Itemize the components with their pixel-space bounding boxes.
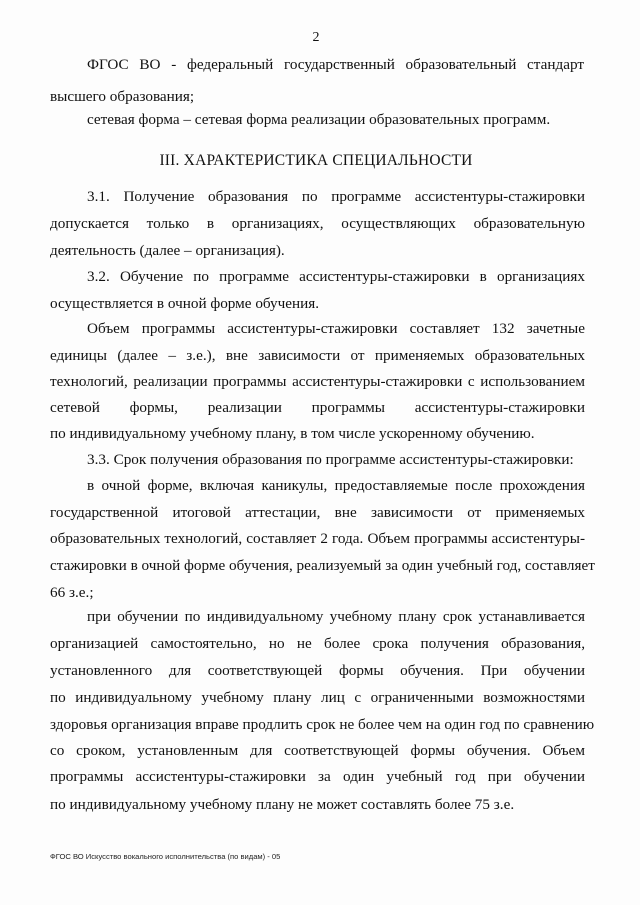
text-line: со сроком, установленным для соответствующей формы обучения. Объем bbox=[50, 742, 585, 759]
section-heading: III. ХАРАКТЕРИСТИКА СПЕЦИАЛЬНОСТИ bbox=[159, 152, 473, 169]
text-line: 3.1. Получение образования по программе ассистентуры-стажировки bbox=[87, 188, 585, 205]
text-line: стажировки в очной форме обучения, реализуемый за один учебный год, составляет bbox=[50, 557, 595, 574]
text-line: организацией самостоятельно, но не более срока получения образования, bbox=[50, 635, 585, 652]
page-number: 2 bbox=[312, 30, 320, 45]
document-footer: ФГОС ВО Искусство вокального исполнительства (по видам) - 05 bbox=[50, 852, 281, 861]
text-line: государственной итоговой аттестации, вне зависимости от применяемых bbox=[50, 504, 585, 521]
text-line: сетевая форма – сетевая форма реализации образовательных программ. bbox=[87, 111, 551, 128]
text-line: по индивидуальному учебному плану не может составлять более 75 з.е. bbox=[50, 796, 515, 813]
text-line: 3.3. Срок получения образования по программе ассистентуры-стажировки: bbox=[87, 451, 574, 468]
text-line: сетевой формы, реализации программы ассистентуры-стажировки bbox=[50, 399, 585, 416]
text-line: деятельность (далее – организация). bbox=[50, 242, 285, 259]
text-line: при обучении по индивидуальному учебному плану срок устанавливается bbox=[87, 608, 585, 625]
text-line: программы ассистентуры-стажировки за один учебный год при обучении bbox=[50, 768, 585, 785]
text-line: по индивидуальному учебному плану лиц с ограниченными возможностями bbox=[50, 689, 585, 706]
text-line: 66 з.е.; bbox=[50, 584, 94, 601]
text-line: образовательных технологий, составляет 2 года. Объем программы ассистентуры- bbox=[50, 530, 585, 547]
text-line: единицы (далее – з.е.), вне зависимости от применяемых образовательных bbox=[50, 347, 585, 364]
text-line: высшего образования; bbox=[50, 88, 195, 105]
text-line: в очной форме, включая каникулы, предоставляемые после прохождения bbox=[87, 477, 585, 494]
text-line: осуществляется в очной форме обучения. bbox=[50, 295, 320, 312]
text-line: установленного для соответствующей формы обучения. При обучении bbox=[50, 662, 585, 679]
text-line: допускается только в организациях, осуществляющих образовательную bbox=[50, 215, 585, 232]
text-line: 3.2. Обучение по программе ассистентуры-стажировки в организациях bbox=[87, 268, 585, 285]
text-line: здоровья организация вправе продлить срок не более чем на один год по сравнению bbox=[50, 716, 595, 733]
text-line: по индивидуальному учебному плану, в том числе ускоренному обучению. bbox=[50, 425, 535, 442]
text-line: технологий, реализации программы ассистентуры-стажировки с использованием bbox=[50, 373, 585, 390]
text-line: Объем программы ассистентуры-стажировки составляет 132 зачетные bbox=[87, 320, 585, 337]
text-line: ФГОС ВО - федеральный государственный образовательный стандарт bbox=[87, 56, 584, 73]
